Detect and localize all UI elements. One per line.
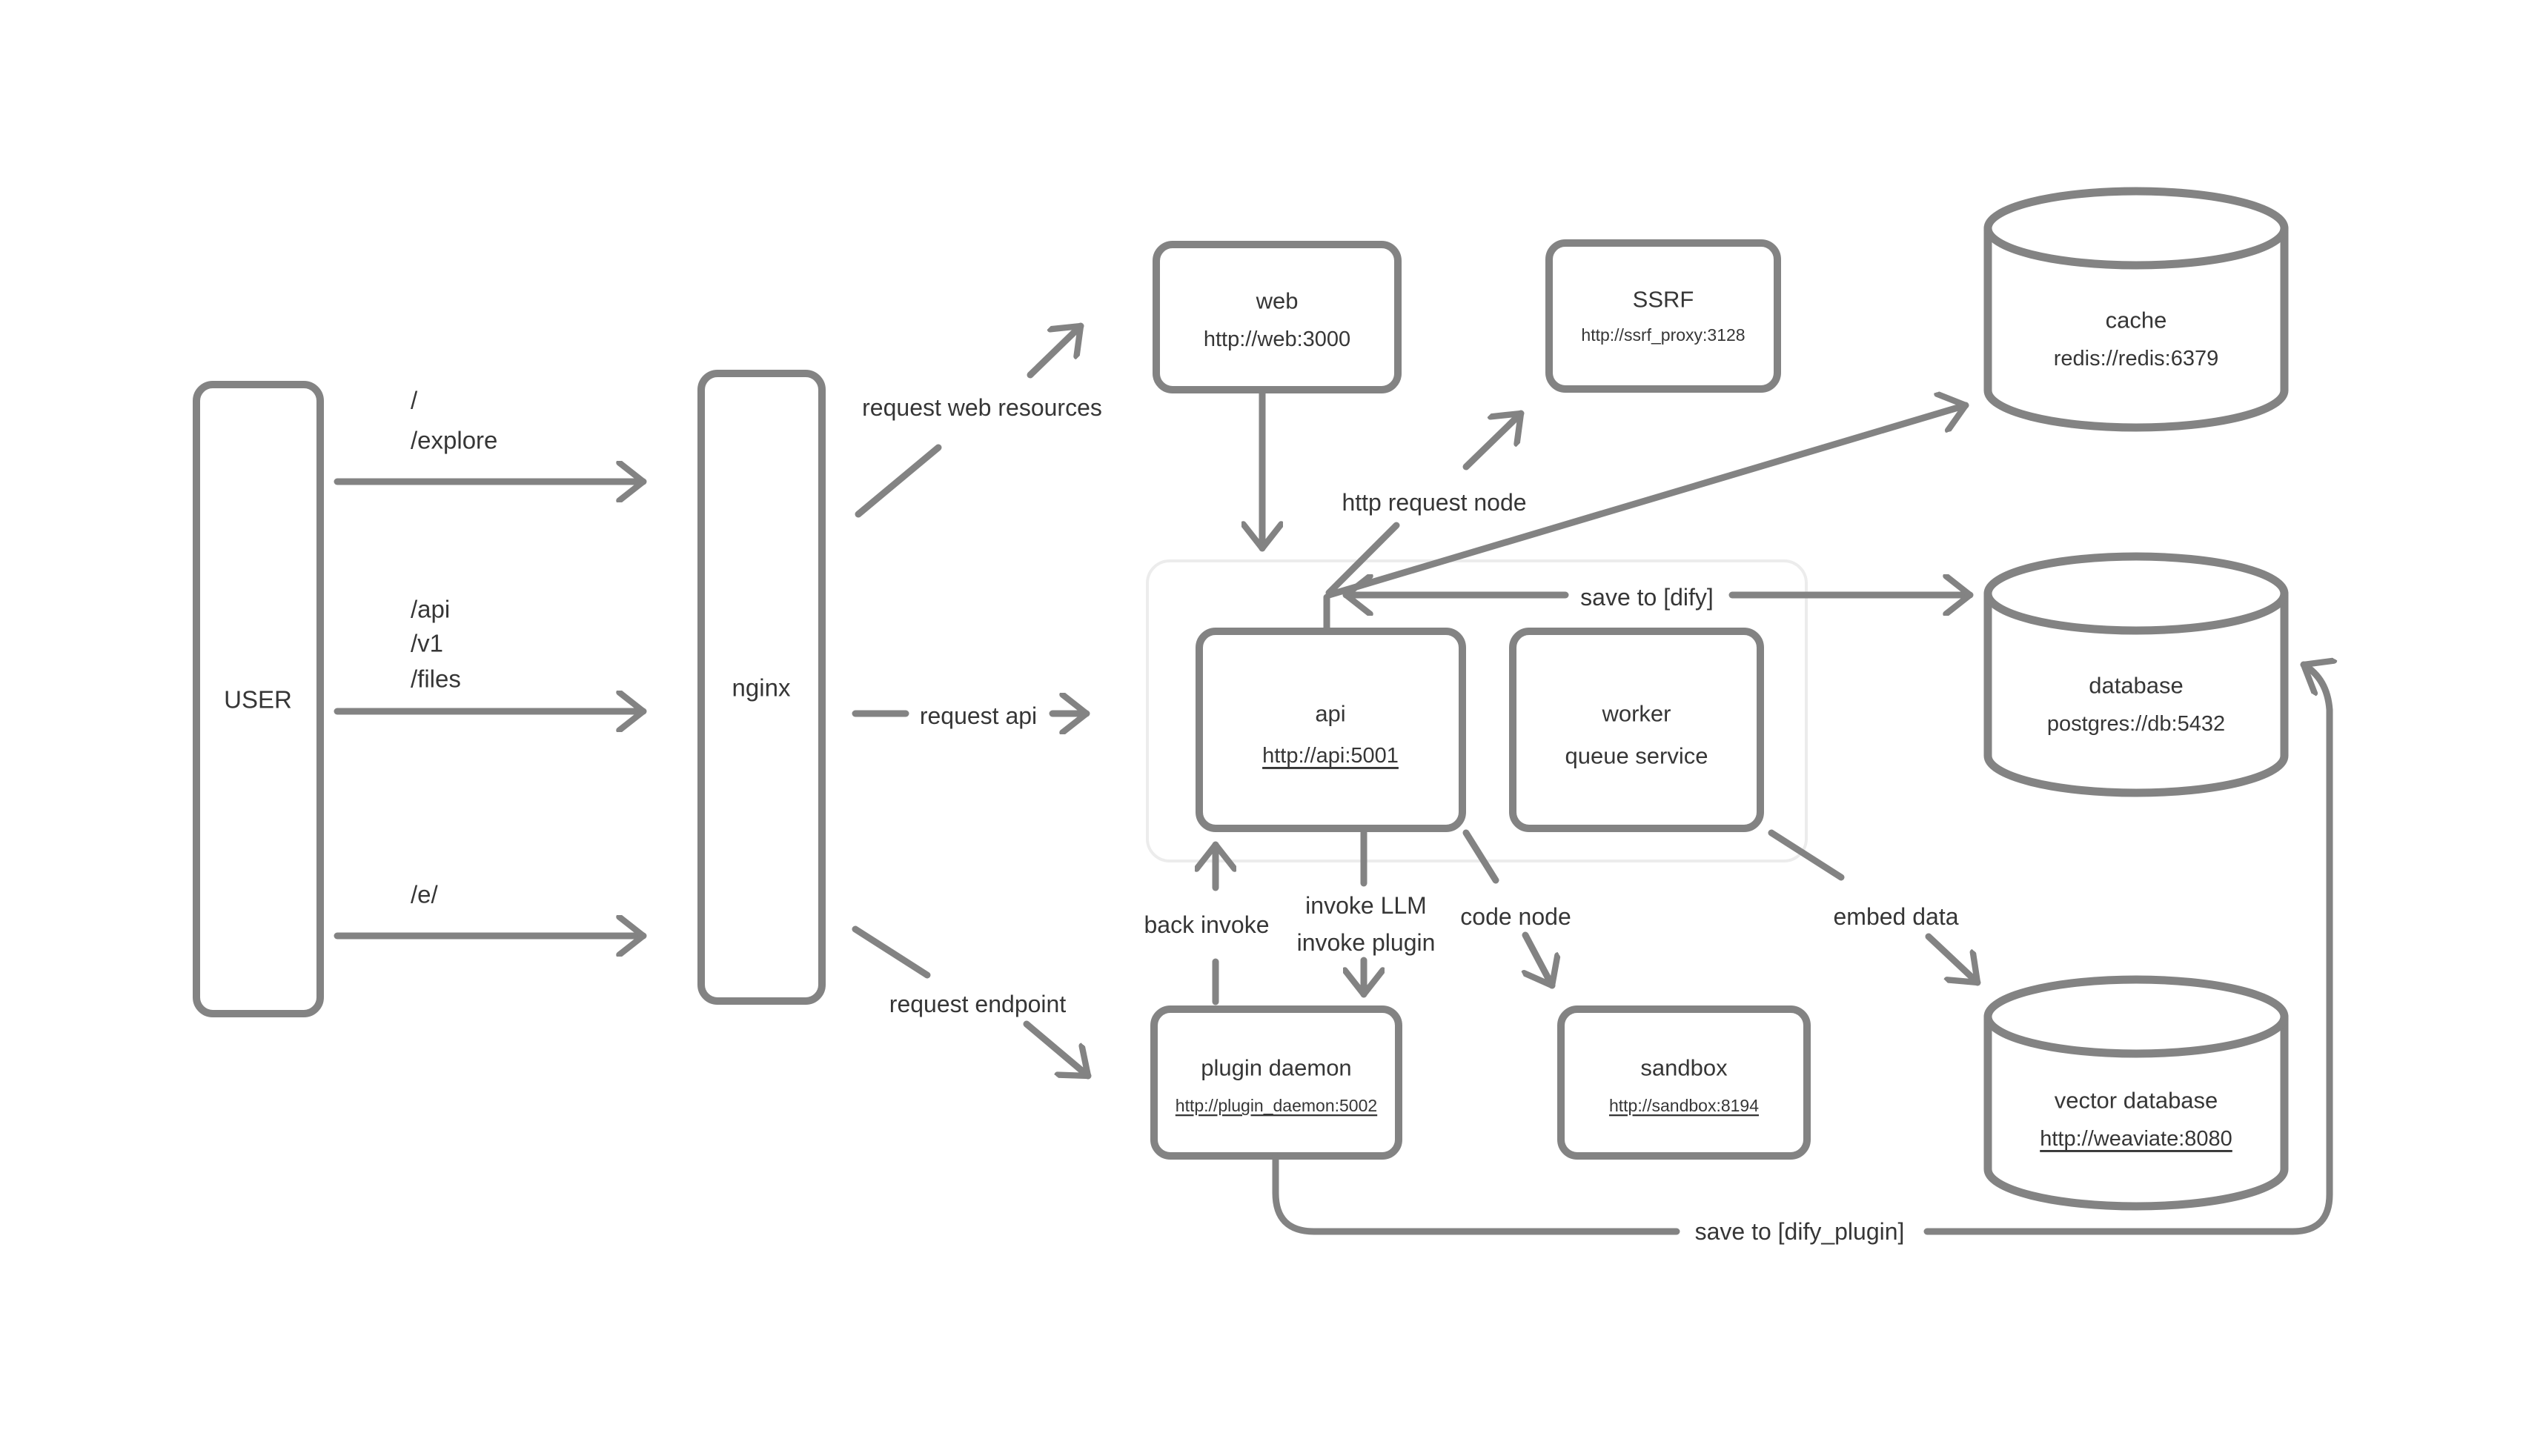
sandbox-box: [1561, 1009, 1807, 1156]
edge-request-endpoint-head: [1027, 1024, 1088, 1076]
edge-nginx-web-tail: [858, 448, 938, 514]
node-worker: [1513, 631, 1760, 828]
label-files-path: /files: [411, 665, 461, 693]
node-cache: [1988, 191, 2284, 428]
sandbox-title: sandbox: [1640, 1054, 1728, 1081]
label-save-to-dify-plugin: save to [dify_plugin]: [1694, 1218, 1905, 1245]
node-api: [1199, 631, 1462, 828]
vector-database-cylinder-top: [1988, 980, 2284, 1054]
worker-subtitle: queue service: [1565, 742, 1708, 769]
edge-request-endpoint-tail: [855, 929, 927, 975]
sandbox-url: http://sandbox:8194: [1608, 1096, 1760, 1115]
plugin-daemon-box: [1154, 1009, 1399, 1156]
node-vector-database: [1988, 980, 2284, 1206]
node-ssrf: [1549, 243, 1777, 389]
node-plugin-daemon: [1154, 1009, 1399, 1156]
label-embed-data: embed data: [1833, 903, 1959, 930]
label-e-path: /e/: [411, 880, 438, 908]
cache-url: redis://redis:6379: [2053, 347, 2219, 370]
cache-cylinder-top: [1988, 191, 2284, 265]
api-url: http://api:5001: [1262, 744, 1399, 768]
edge-embed-data-head: [1929, 937, 1977, 983]
edge-code-node-head: [1525, 935, 1552, 985]
label-code-node: code node: [1460, 903, 1571, 930]
label-request-web-resources: request web resources: [862, 394, 1102, 421]
database-title: database: [2089, 672, 2184, 699]
label-back-invoke: back invoke: [1144, 911, 1270, 938]
api-box: [1199, 631, 1462, 828]
label-request-endpoint: request endpoint: [889, 991, 1067, 1017]
nginx-title: nginx: [732, 674, 791, 702]
label-invoke-llm: invoke LLM: [1305, 892, 1427, 919]
node-nginx: [701, 373, 822, 1001]
worker-box: [1513, 631, 1760, 828]
ssrf-box: [1549, 243, 1777, 389]
database-url: postgres://db:5432: [2046, 712, 2226, 736]
edge-save-dify-plugin-tail: [1276, 1156, 1677, 1231]
label-http-request-node: http request node: [1342, 489, 1527, 516]
node-web: [1156, 245, 1398, 390]
user-title: USER: [224, 685, 292, 714]
cache-title: cache: [2105, 307, 2167, 333]
edge-nginx-web-head: [1030, 326, 1081, 375]
plugin-daemon-url: http://plugin_daemon:5002: [1175, 1096, 1378, 1115]
plugin-daemon-title: plugin daemon: [1201, 1054, 1352, 1081]
label-request-api: request api: [919, 702, 1038, 729]
web-box: [1156, 245, 1398, 390]
label-root-path: /: [411, 386, 418, 414]
vector-database-url: http://weaviate:8080: [2040, 1127, 2232, 1151]
web-title: web: [1256, 287, 1299, 314]
web-url: http://web:3000: [1203, 328, 1351, 351]
edge-code-node-tail: [1466, 833, 1496, 880]
database-cylinder-top: [1988, 556, 2284, 631]
label-save-to-dify: save to [dify]: [1580, 584, 1714, 611]
label-explore-path: /explore: [411, 426, 498, 454]
ssrf-title: SSRF: [1632, 286, 1694, 313]
node-user: [196, 385, 320, 1014]
label-api-path: /api: [411, 595, 451, 623]
label-invoke-plugin: invoke plugin: [1296, 929, 1436, 956]
vector-database-title: vector database: [2054, 1087, 2218, 1114]
node-database: [1988, 556, 2284, 793]
worker-title: worker: [1602, 700, 1671, 727]
ssrf-url: http://ssrf_proxy:3128: [1581, 325, 1745, 345]
api-title: api: [1315, 700, 1346, 727]
edge-api-ssrf-head: [1466, 413, 1521, 467]
label-v1-path: /v1: [411, 629, 444, 657]
node-sandbox: [1561, 1009, 1807, 1156]
